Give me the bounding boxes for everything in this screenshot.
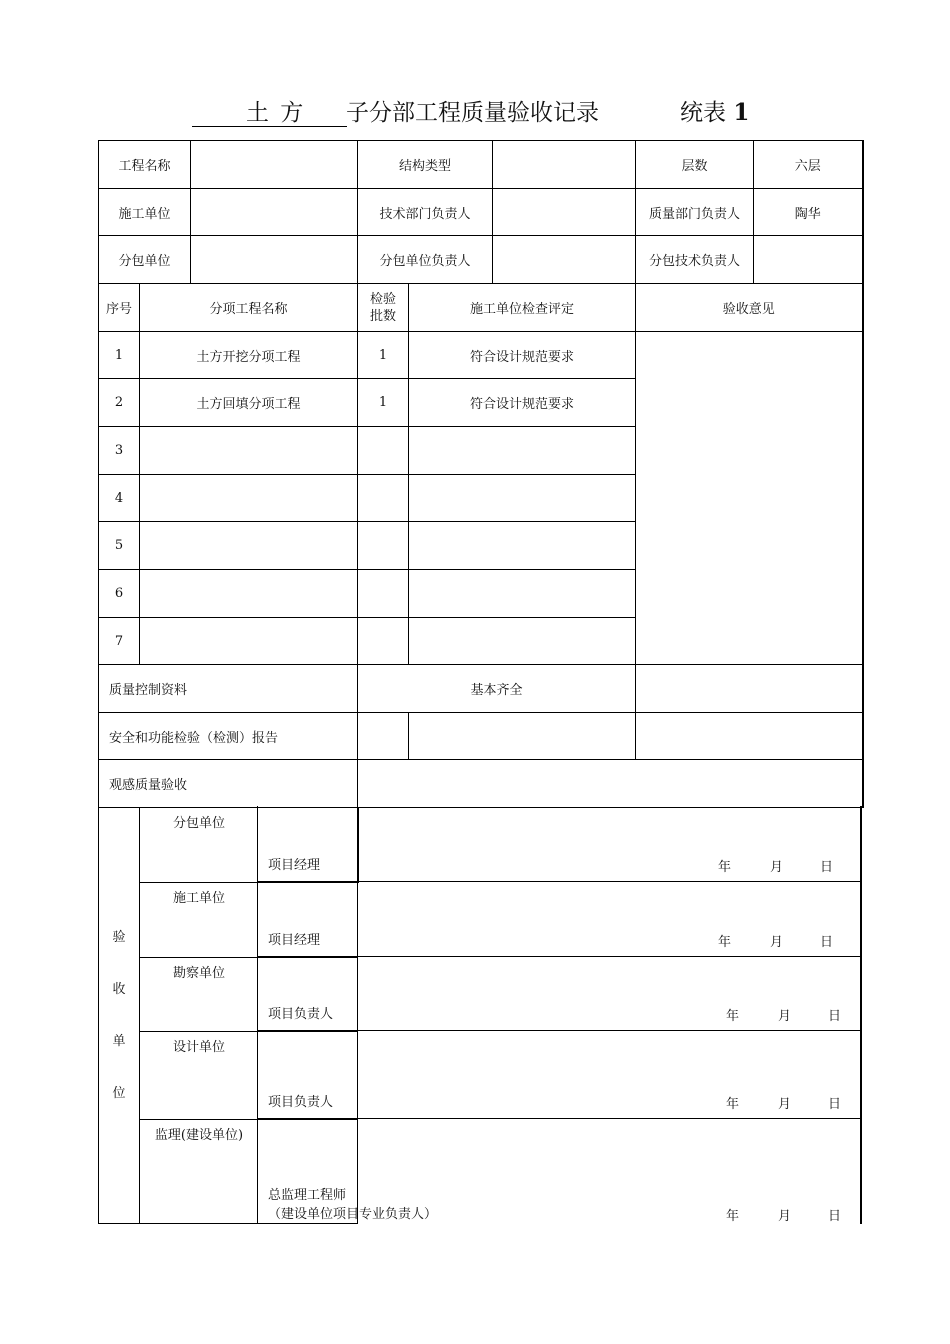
side-char: 收 — [112, 981, 126, 997]
item-name[interactable] — [140, 427, 358, 475]
signature-unit-label: 监理(建设单位) — [154, 1128, 244, 1143]
date-year: 年 — [718, 935, 732, 950]
contractor-label: 施工单位 — [99, 189, 191, 236]
sub-tech-head-label: 分包技术负责人 — [636, 236, 754, 284]
opinion-header: 验收意见 — [636, 284, 863, 332]
signature-role-block — [268, 1186, 437, 1224]
subcontractor-field[interactable] — [191, 236, 358, 284]
quality-docs-field[interactable]: 基本齐全 — [358, 665, 636, 713]
item-check[interactable] — [409, 618, 636, 665]
date-month: 月 — [778, 1097, 792, 1112]
item-batch[interactable] — [358, 475, 409, 522]
opinion-field[interactable] — [636, 332, 863, 665]
quality-head-field[interactable]: 陶华 — [754, 189, 863, 236]
structure-type-field[interactable] — [493, 141, 636, 189]
date-month: 月 — [778, 1209, 792, 1224]
item-batch[interactable]: 1 — [358, 379, 409, 427]
date-day: 日 — [828, 1097, 842, 1112]
item-seq: 1 — [99, 332, 140, 379]
item-seq: 7 — [99, 618, 140, 665]
item-name-header: 分项工程名称 — [140, 284, 358, 332]
quality-docs-label: 质量控制资料 — [99, 665, 358, 713]
contractor-field[interactable] — [191, 189, 358, 236]
signature-unit-label: 设计单位 — [172, 1040, 225, 1055]
floors-label: 层数 — [636, 141, 754, 189]
item-check[interactable]: 符合设计规范要求 — [409, 379, 636, 427]
sub-head-field[interactable] — [493, 236, 636, 284]
date-month: 月 — [770, 860, 784, 875]
quality-head-label: 质量部门负责人 — [636, 189, 754, 236]
signature-role: 项目经理 — [268, 933, 321, 948]
item-seq: 2 — [99, 379, 140, 427]
item-check[interactable] — [409, 475, 636, 522]
item-check[interactable] — [409, 570, 636, 618]
tech-head-field[interactable] — [493, 189, 636, 236]
date-year: 年 — [718, 860, 732, 875]
page-title — [190, 92, 770, 132]
signature-row — [258, 1030, 860, 1119]
signature-area — [257, 806, 862, 1224]
item-check[interactable] — [409, 427, 636, 475]
item-seq: 3 — [99, 427, 140, 475]
item-name[interactable] — [140, 475, 358, 522]
sub-head-label: 分包单位负责人 — [358, 236, 493, 284]
title-fill-text: 土 方 — [246, 100, 306, 126]
date-month: 月 — [778, 1009, 792, 1024]
title-underline — [192, 126, 347, 127]
title-suffix — [680, 94, 749, 127]
title-main-text: 子分部工程质量验收记录 — [346, 100, 599, 126]
item-batch[interactable] — [358, 522, 409, 570]
project-name-field[interactable] — [191, 141, 358, 189]
signature-role: 项目负责人 — [268, 1007, 334, 1022]
safety-report-batch[interactable] — [358, 713, 409, 760]
item-batch[interactable]: 1 — [358, 332, 409, 379]
title-suffix-number: 1 — [733, 99, 750, 126]
table-row — [99, 332, 863, 379]
date-day: 日 — [828, 1009, 842, 1024]
item-batch[interactable] — [358, 570, 409, 618]
item-check[interactable]: 符合设计规范要求 — [409, 332, 636, 379]
date-year: 年 — [726, 1009, 740, 1024]
signature-role: 项目负责人 — [268, 1095, 334, 1110]
date-day: 日 — [820, 860, 834, 875]
item-batch[interactable] — [358, 427, 409, 475]
item-check[interactable] — [409, 522, 636, 570]
item-name[interactable] — [140, 522, 358, 570]
quality-docs-opinion[interactable] — [636, 665, 863, 713]
signature-role-sub: （建设单位项目专业负责人） — [268, 1207, 438, 1222]
check-header: 施工单位检查评定 — [409, 284, 636, 332]
signature-row — [258, 956, 860, 1031]
batch-header-line1: 检验 — [370, 291, 397, 307]
safety-report-opinion[interactable] — [636, 713, 863, 760]
batch-header — [358, 284, 409, 332]
item-name[interactable]: 土方开挖分项工程 — [140, 332, 358, 379]
signature-row — [258, 1118, 860, 1224]
item-seq: 5 — [99, 522, 140, 570]
signature-row — [258, 881, 860, 957]
item-name[interactable] — [140, 618, 358, 665]
signature-unit-label: 勘察单位 — [172, 966, 225, 981]
date-day: 日 — [820, 935, 834, 950]
floors-field[interactable]: 六层 — [754, 141, 863, 189]
safety-report-label: 安全和功能检验（检测）报告 — [99, 713, 358, 760]
structure-type-label: 结构类型 — [358, 141, 493, 189]
item-batch[interactable] — [358, 618, 409, 665]
side-char: 位 — [112, 1085, 126, 1101]
date-year: 年 — [726, 1097, 740, 1112]
side-char: 验 — [112, 929, 126, 945]
batch-header-line2: 批数 — [370, 308, 397, 324]
title-suffix-text: 统表 — [680, 100, 726, 126]
signature-unit-label: 施工单位 — [172, 891, 225, 906]
seq-header: 序号 — [99, 284, 140, 332]
appearance-field[interactable] — [358, 760, 863, 808]
date-day: 日 — [828, 1209, 842, 1224]
date-year: 年 — [726, 1209, 740, 1224]
date-month: 月 — [770, 935, 784, 950]
appearance-label: 观感质量验收 — [99, 760, 358, 808]
item-seq: 4 — [99, 475, 140, 522]
safety-report-field[interactable] — [409, 713, 636, 760]
signature-role: 项目经理 — [268, 858, 321, 873]
sub-tech-head-field[interactable] — [754, 236, 863, 284]
item-name[interactable]: 土方回填分项工程 — [140, 379, 358, 427]
signature-role: 总监理工程师 — [268, 1188, 347, 1203]
acceptance-side-label — [99, 808, 140, 1224]
tech-head-label: 技术部门负责人 — [358, 189, 493, 236]
subcontractor-label: 分包单位 — [99, 236, 191, 284]
item-name[interactable] — [140, 570, 358, 618]
signature-row — [258, 806, 860, 882]
item-seq: 6 — [99, 570, 140, 618]
project-name-label: 工程名称 — [99, 141, 191, 189]
side-char: 单 — [112, 1033, 126, 1049]
signature-unit-label: 分包单位 — [172, 816, 225, 831]
